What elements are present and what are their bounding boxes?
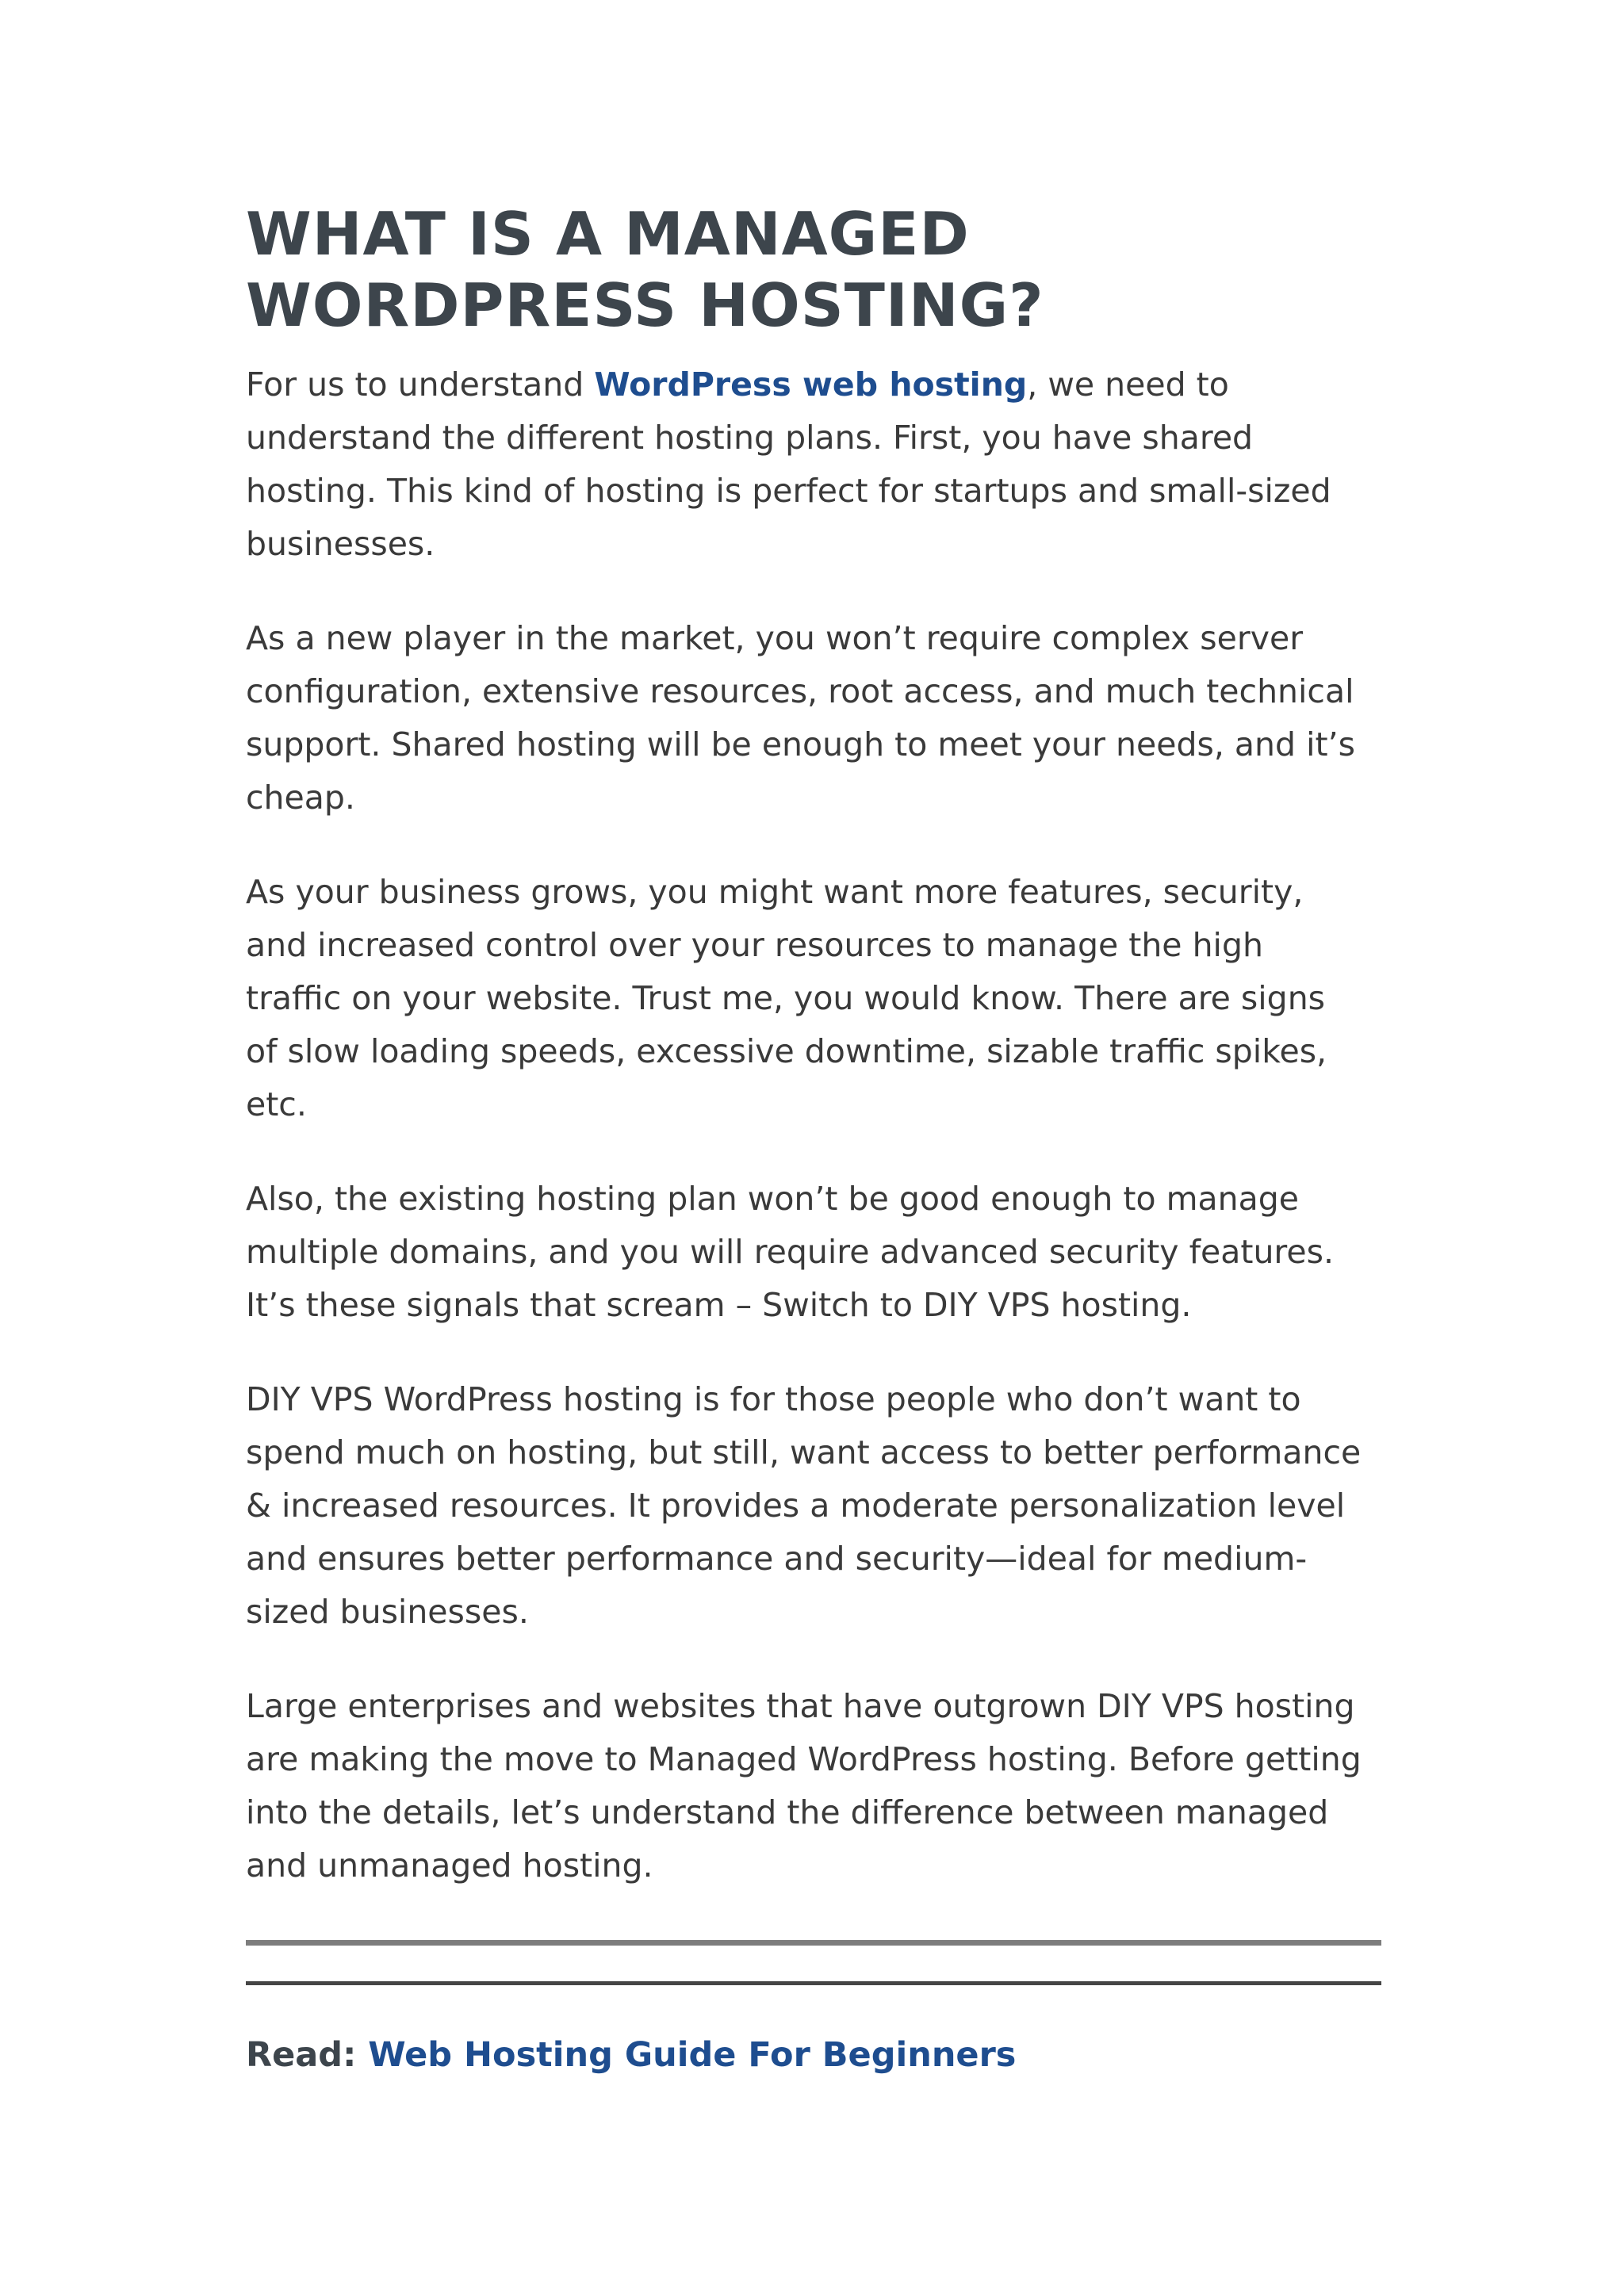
paragraph-1-line-2: understand the different hosting plans. First, you have shared	[246, 419, 1254, 457]
paragraph-2	[246, 612, 1388, 825]
page-title-line-1: WHAT IS A MANAGED	[246, 199, 970, 269]
paragraph-3-line-2: and increased control over your resources to manage the high	[246, 926, 1263, 964]
paragraph-4-line-1: Also, the existing hosting plan won’t be good enough to manage	[246, 1180, 1300, 1218]
paragraph-3-line-1: As your business grows, you might want more features, security,	[246, 873, 1304, 911]
paragraph-3-line-3: traffic on your website. Trust me, you would know. There are signs	[246, 979, 1326, 1017]
paragraph-6-line-1: Large enterprises and websites that have outgrown DIY VPS hosting	[246, 1687, 1355, 1725]
paragraph-3	[246, 866, 1388, 1131]
page-title	[246, 198, 1388, 341]
paragraph-3-line-5: etc.	[246, 1085, 307, 1123]
paragraph-2-line-4: cheap.	[246, 779, 355, 817]
divider-bottom	[246, 1981, 1381, 1985]
paragraph-5-line-3: & increased resources. It provides a moderate personalization level	[246, 1487, 1346, 1525]
paragraph-1-line-1	[246, 358, 1388, 411]
paragraph-5-line-1: DIY VPS WordPress hosting is for those people who don’t want to	[246, 1380, 1301, 1418]
wordpress-web-hosting-link[interactable]: WordPress web hosting	[594, 365, 1028, 404]
paragraph-1-line-3: hosting. This kind of hosting is perfect for startups and small-sized	[246, 472, 1331, 510]
paragraph-6-line-2: are making the move to Managed WordPress hosting. Before getting	[246, 1740, 1362, 1778]
web-hosting-guide-link[interactable]: Web Hosting Guide For Beginners	[368, 2035, 1017, 2075]
paragraph-1	[246, 358, 1388, 571]
paragraph-4-line-3: It’s these signals that scream – Switch to DIY VPS hosting.	[246, 1286, 1192, 1324]
paragraph-3-line-4: of slow loading speeds, excessive downtime, sizable traffic spikes,	[246, 1032, 1327, 1070]
paragraph-4-line-2: multiple domains, and you will require advanced security features.	[246, 1233, 1334, 1271]
paragraph-2-line-1: As a new player in the market, you won’t require complex server	[246, 619, 1304, 657]
paragraph-1-line-4: businesses.	[246, 525, 435, 563]
paragraph-5	[246, 1373, 1388, 1639]
paragraph-5-line-2: spend much on hosting, but still, want access to better performance	[246, 1433, 1362, 1471]
read-more	[246, 2031, 1388, 2079]
paragraph-6	[246, 1680, 1388, 1892]
paragraph-5-line-5: sized businesses.	[246, 1593, 529, 1631]
paragraph-6-line-3: into the details, let’s understand the difference between managed	[246, 1793, 1329, 1831]
paragraph-2-line-2: configuration, extensive resources, root access, and much technical	[246, 672, 1354, 710]
article	[246, 198, 1388, 2079]
paragraph-1-text-before-link: For us to understand	[246, 365, 595, 404]
paragraph-5-line-4: and ensures better performance and security—ideal for medium-	[246, 1540, 1308, 1578]
read-label: Read:	[246, 2035, 369, 2075]
divider-top	[246, 1940, 1381, 1946]
page-title-line-2: WORDPRESS HOSTING?	[246, 270, 1044, 340]
paragraph-2-line-3: support. Shared hosting will be enough to meet your needs, and it’s	[246, 725, 1355, 763]
paragraph-4	[246, 1173, 1388, 1332]
paragraph-6-line-4: and unmanaged hosting.	[246, 1846, 653, 1885]
paragraph-1-text-after-link: , we need to	[1027, 365, 1229, 404]
